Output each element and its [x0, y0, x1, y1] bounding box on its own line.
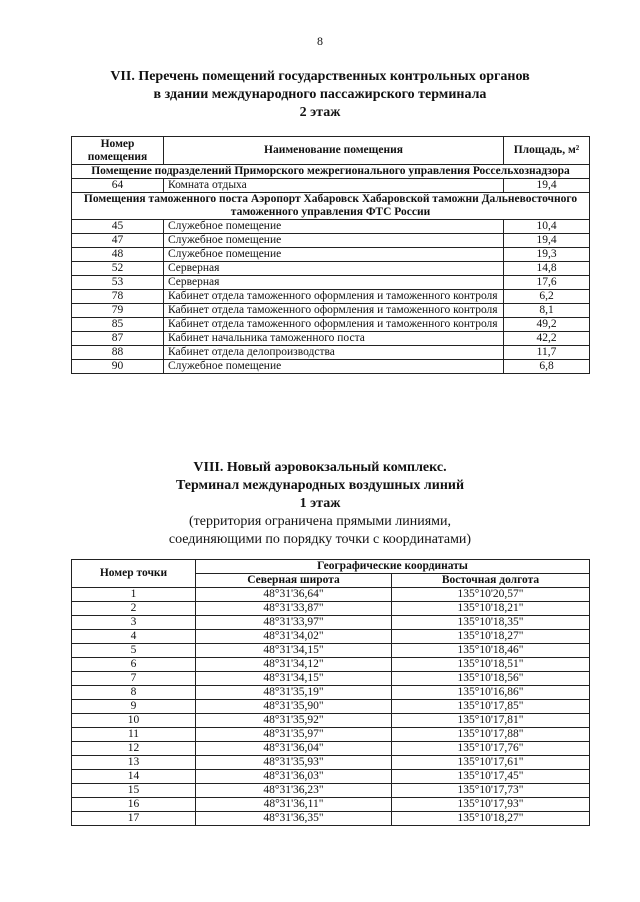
- header-room-name: Наименование помещения: [164, 137, 504, 165]
- longitude: 135°10'17,73": [392, 784, 590, 798]
- point-number: 2: [72, 602, 196, 616]
- longitude: 135°10'18,27": [392, 630, 590, 644]
- point-number: 3: [72, 616, 196, 630]
- point-number: 11: [72, 728, 196, 742]
- room-area: 6,2: [504, 290, 590, 304]
- longitude: 135°10'17,93": [392, 798, 590, 812]
- latitude: 48°31'36,23": [196, 784, 392, 798]
- room-name: Серверная: [164, 262, 504, 276]
- point-number: 9: [72, 700, 196, 714]
- page-number: 8: [317, 34, 323, 48]
- room-name: Кабинет отдела таможенного оформления и таможенного контроля: [164, 304, 504, 318]
- room-area: 8,1: [504, 304, 590, 318]
- table-row: [72, 728, 590, 742]
- longitude: 135°10'18,35": [392, 616, 590, 630]
- room-number: 48: [72, 248, 164, 262]
- section8-title-line2: Терминал международных воздушных линий: [175, 478, 465, 493]
- latitude: 48°31'35,97": [196, 728, 392, 742]
- latitude: 48°31'36,04": [196, 742, 392, 756]
- rooms-table: [71, 136, 590, 374]
- section8-subtitle-line1: (территория ограничена прямыми линиями,: [188, 514, 452, 529]
- group-row: [72, 165, 590, 179]
- longitude: 135°10'18,27": [392, 812, 590, 826]
- longitude: 135°10'17,88": [392, 728, 590, 742]
- room-area: 19,3: [504, 248, 590, 262]
- room-area: 11,7: [504, 346, 590, 360]
- room-name: Служебное помещение: [164, 360, 504, 374]
- point-number: 8: [72, 686, 196, 700]
- longitude: 135°10'17,45": [392, 770, 590, 784]
- table-row: [72, 360, 590, 374]
- room-area: 42,2: [504, 332, 590, 346]
- header-geo-coords: Географические координаты: [196, 560, 590, 574]
- latitude: 48°31'36,64": [196, 588, 392, 602]
- table-row: [72, 756, 590, 770]
- table-row: [72, 630, 590, 644]
- table-row: [72, 784, 590, 798]
- table-row: [72, 332, 590, 346]
- point-number: 7: [72, 672, 196, 686]
- table-row: [72, 262, 590, 276]
- latitude: 48°31'35,19": [196, 686, 392, 700]
- table-row: [72, 714, 590, 728]
- room-name: Служебное помещение: [164, 234, 504, 248]
- section8-title-line3: 1 этаж: [299, 496, 341, 511]
- section8-title-line1: VIII. Новый аэровокзальный комплекс.: [193, 460, 447, 475]
- longitude: 135°10'18,46": [392, 644, 590, 658]
- latitude: 48°31'34,02": [196, 630, 392, 644]
- latitude: 48°31'34,15": [196, 644, 392, 658]
- section7-title-line2: в здании международного пассажирского терминала: [153, 87, 487, 102]
- header-longitude: Восточная долгота: [392, 574, 590, 588]
- table-row: [72, 644, 590, 658]
- table-row: [72, 234, 590, 248]
- coordinates-table-body: [72, 588, 590, 826]
- table-row: [72, 346, 590, 360]
- point-number: 4: [72, 630, 196, 644]
- table-row: [72, 318, 590, 332]
- group-row: [72, 193, 590, 220]
- header-latitude: Северная широта: [196, 574, 392, 588]
- coordinates-table: [71, 559, 590, 826]
- table-row: [72, 290, 590, 304]
- latitude: 48°31'33,87": [196, 602, 392, 616]
- latitude: 48°31'33,97": [196, 616, 392, 630]
- header-point-number: Номер точки: [72, 560, 196, 588]
- room-area: 14,8: [504, 262, 590, 276]
- room-number: 87: [72, 332, 164, 346]
- room-name: Кабинет отдела таможенного оформления и таможенного контроля: [164, 318, 504, 332]
- point-number: 14: [72, 770, 196, 784]
- table-row: [72, 686, 590, 700]
- room-number: 64: [72, 179, 164, 193]
- longitude: 135°10'20,57": [392, 588, 590, 602]
- table-row: [72, 248, 590, 262]
- room-name: Служебное помещение: [164, 220, 504, 234]
- point-number: 13: [72, 756, 196, 770]
- latitude: 48°31'36,11": [196, 798, 392, 812]
- latitude: 48°31'34,12": [196, 658, 392, 672]
- room-number: 53: [72, 276, 164, 290]
- longitude: 135°10'16,86": [392, 686, 590, 700]
- longitude: 135°10'18,51": [392, 658, 590, 672]
- latitude: 48°31'36,35": [196, 812, 392, 826]
- point-number: 5: [72, 644, 196, 658]
- room-number: 52: [72, 262, 164, 276]
- point-number: 15: [72, 784, 196, 798]
- longitude: 135°10'17,81": [392, 714, 590, 728]
- point-number: 6: [72, 658, 196, 672]
- header-room-number: Номер помещения: [72, 137, 164, 165]
- group-title: Помещение подразделений Приморского межрегионального управления Россельхознадзора: [72, 165, 590, 179]
- room-name: Серверная: [164, 276, 504, 290]
- room-name: Служебное помещение: [164, 248, 504, 262]
- room-area: 10,4: [504, 220, 590, 234]
- room-area: 6,8: [504, 360, 590, 374]
- latitude: 48°31'36,03": [196, 770, 392, 784]
- room-area: 17,6: [504, 276, 590, 290]
- room-number: 85: [72, 318, 164, 332]
- table-row: [72, 770, 590, 784]
- table-row: [72, 672, 590, 686]
- latitude: 48°31'35,90": [196, 700, 392, 714]
- longitude: 135°10'17,76": [392, 742, 590, 756]
- latitude: 48°31'35,92": [196, 714, 392, 728]
- section7-title-line1: VII. Перечень помещений государственных контрольных органов: [110, 69, 530, 84]
- table-row: [72, 700, 590, 714]
- section8-subtitle-line2: соединяющими по порядку точки с координатами): [168, 532, 472, 547]
- latitude: 48°31'34,15": [196, 672, 392, 686]
- latitude: 48°31'35,93": [196, 756, 392, 770]
- rooms-table-body: [72, 165, 590, 374]
- table-row: [72, 588, 590, 602]
- table-row: [72, 742, 590, 756]
- table-row: [72, 658, 590, 672]
- group-title: Помещения таможенного поста Аэропорт Хабаровск Хабаровской таможни Дальневосточного таможенного управления ФТС России: [72, 193, 590, 220]
- table-row: [72, 812, 590, 826]
- longitude: 135°10'18,56": [392, 672, 590, 686]
- table-row: [72, 798, 590, 812]
- room-name: Комната отдыха: [164, 179, 504, 193]
- point-number: 10: [72, 714, 196, 728]
- room-name: Кабинет отдела делопроизводства: [164, 346, 504, 360]
- room-number: 88: [72, 346, 164, 360]
- room-number: 90: [72, 360, 164, 374]
- room-name: Кабинет отдела таможенного оформления и таможенного контроля: [164, 290, 504, 304]
- room-name: Кабинет начальника таможенного поста: [164, 332, 504, 346]
- table-row: [72, 304, 590, 318]
- table-row: [72, 179, 590, 193]
- table-row: [72, 602, 590, 616]
- room-area: 49,2: [504, 318, 590, 332]
- room-number: 45: [72, 220, 164, 234]
- point-number: 1: [72, 588, 196, 602]
- room-number: 79: [72, 304, 164, 318]
- longitude: 135°10'18,21": [392, 602, 590, 616]
- room-number: 78: [72, 290, 164, 304]
- room-number: 47: [72, 234, 164, 248]
- room-area: 19,4: [504, 234, 590, 248]
- point-number: 12: [72, 742, 196, 756]
- longitude: 135°10'17,61": [392, 756, 590, 770]
- point-number: 16: [72, 798, 196, 812]
- section7-title-line3: 2 этаж: [299, 105, 341, 120]
- header-area: Площадь, м²: [504, 137, 590, 165]
- longitude: 135°10'17,85": [392, 700, 590, 714]
- table-row: [72, 616, 590, 630]
- table-row: [72, 276, 590, 290]
- point-number: 17: [72, 812, 196, 826]
- table-row: [72, 220, 590, 234]
- room-area: 19,4: [504, 179, 590, 193]
